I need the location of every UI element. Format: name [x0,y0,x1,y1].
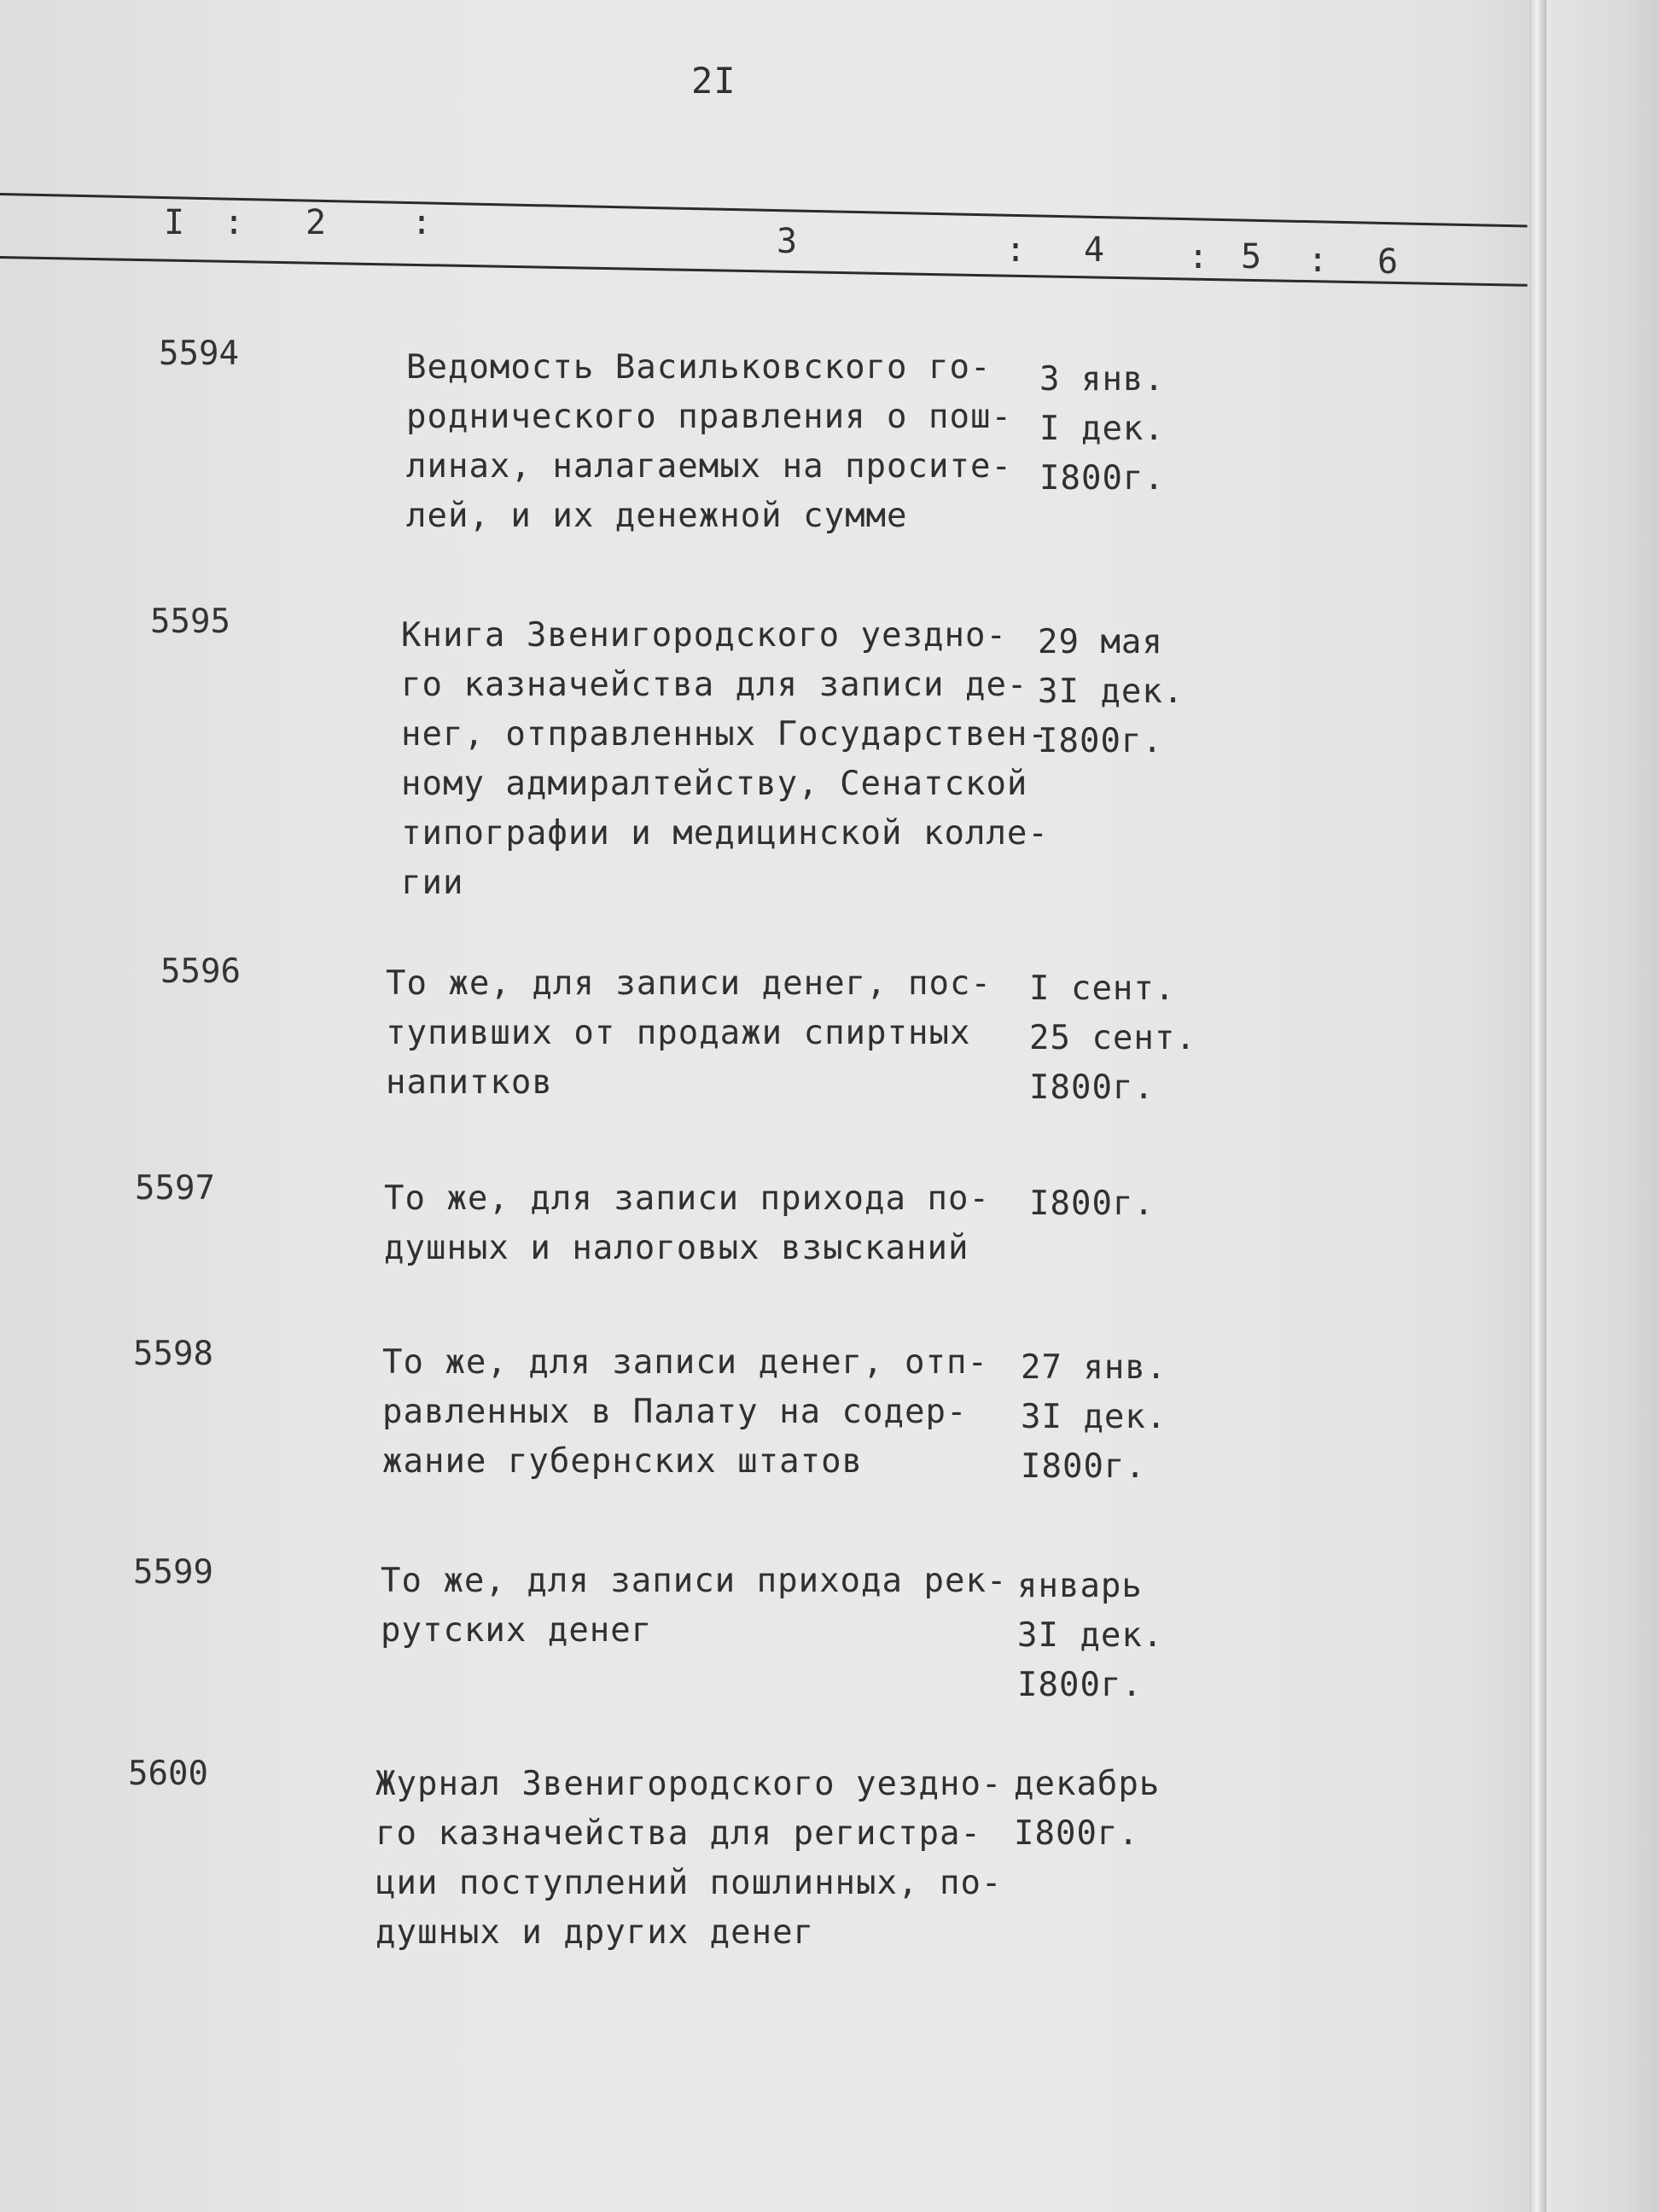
column-number-5: 5 [1241,237,1262,276]
description-line: душных и налоговых взысканий [384,1229,969,1267]
date-line: 3 янв. [1039,360,1165,399]
date-line: I800г. [1029,1068,1155,1107]
description-line: лей, и их денежной сумме [406,497,908,535]
date-line: I800г. [1029,1185,1155,1223]
date-line: 3I дек. [1038,672,1185,711]
entry-dates [1021,1343,1167,1492]
date-line: 27 янв. [1021,1348,1167,1387]
page-edge [1529,0,1546,2212]
date-line: I800г. [1038,722,1163,760]
date-line: декабрь [1014,1765,1161,1803]
entry-dates [1039,355,1165,504]
date-line: 29 мая [1038,623,1163,661]
description-line: го казначейства для регистра- [375,1814,981,1853]
entry-dates [1038,618,1184,766]
description-line: душных и других денег [375,1913,815,1952]
entry-number: 5595 [150,602,230,641]
column-number-1: I [164,203,185,242]
entry-number: 5600 [128,1755,208,1793]
description-line: роднического правления о пош- [406,398,1012,436]
entry-description [381,1557,1007,1656]
description-line: тупивших от продажи спиртных [386,1014,971,1052]
column-number-4: 4 [1084,230,1105,270]
description-line: ции поступлений пошлинных, по- [375,1864,1003,1902]
entry-description [375,1760,1002,1958]
date-line: I800г. [1021,1447,1146,1486]
entry-description [386,959,992,1108]
description-line: Журнал Звенигородского уездно- [375,1765,1003,1803]
description-line: То же, для записи прихода по- [384,1179,990,1218]
date-line: I800г. [1014,1814,1139,1853]
description-line: го казначейства для записи де- [401,666,1028,704]
date-line: 3I дек. [1021,1398,1167,1436]
entry-description [382,1338,988,1487]
column-number-6: 6 [1377,242,1399,282]
column-separator: : [1307,241,1329,280]
description-line: линах, налагаемых на просите- [406,447,1012,486]
description-line: То же, для записи прихода рек- [381,1562,1008,1600]
description-line: напитков [386,1063,553,1102]
description-line: Книга Звенигородского уездно- [401,616,1007,655]
description-line: типографии и медицинской колле- [401,814,1049,853]
description-line: То же, для записи денег, отп- [382,1343,988,1382]
description-line: нег, отправленных Государствен- [401,715,1049,754]
date-line: 3I дек. [1017,1616,1164,1655]
description-line: Ведомость Васильковского го- [406,348,992,387]
header-rule-bottom [0,256,1528,287]
entry-description [401,611,1049,908]
entry-dates [1014,1760,1160,1859]
date-line: январь [1017,1567,1143,1605]
column-separator: : [224,203,245,242]
entry-description [406,343,1012,541]
description-line: равленных в Палату на содер- [382,1393,968,1431]
date-line: I800г. [1039,459,1165,498]
column-number-2: 2 [306,203,327,242]
entry-number: 5594 [159,335,239,373]
entry-dates [1017,1562,1163,1710]
entry-dates [1029,1179,1155,1229]
entry-number: 5599 [133,1553,213,1592]
entry-number: 5597 [135,1169,215,1208]
description-line: жание губернских штатов [382,1442,864,1481]
column-number-3: 3 [777,222,798,261]
entry-description [384,1174,990,1273]
underlying-sheet [1546,0,1659,2212]
entry-dates [1029,964,1196,1113]
description-line: гии [401,864,464,902]
date-line: I дек. [1039,410,1165,448]
date-line: I сент. [1029,969,1176,1008]
column-separator: : [411,203,433,242]
description-line: То же, для записи денег, пос- [386,964,992,1003]
description-line: рутских денег [381,1611,653,1650]
page-number: 2I [691,60,736,102]
column-separator: : [1188,237,1209,276]
description-line: ному адмиралтейству, Сенатской [401,765,1028,803]
column-separator: : [1005,230,1027,270]
date-line: 25 сент. [1029,1019,1196,1057]
date-line: I800г. [1017,1666,1143,1704]
entry-number: 5596 [160,952,241,991]
entry-number: 5598 [133,1335,213,1373]
